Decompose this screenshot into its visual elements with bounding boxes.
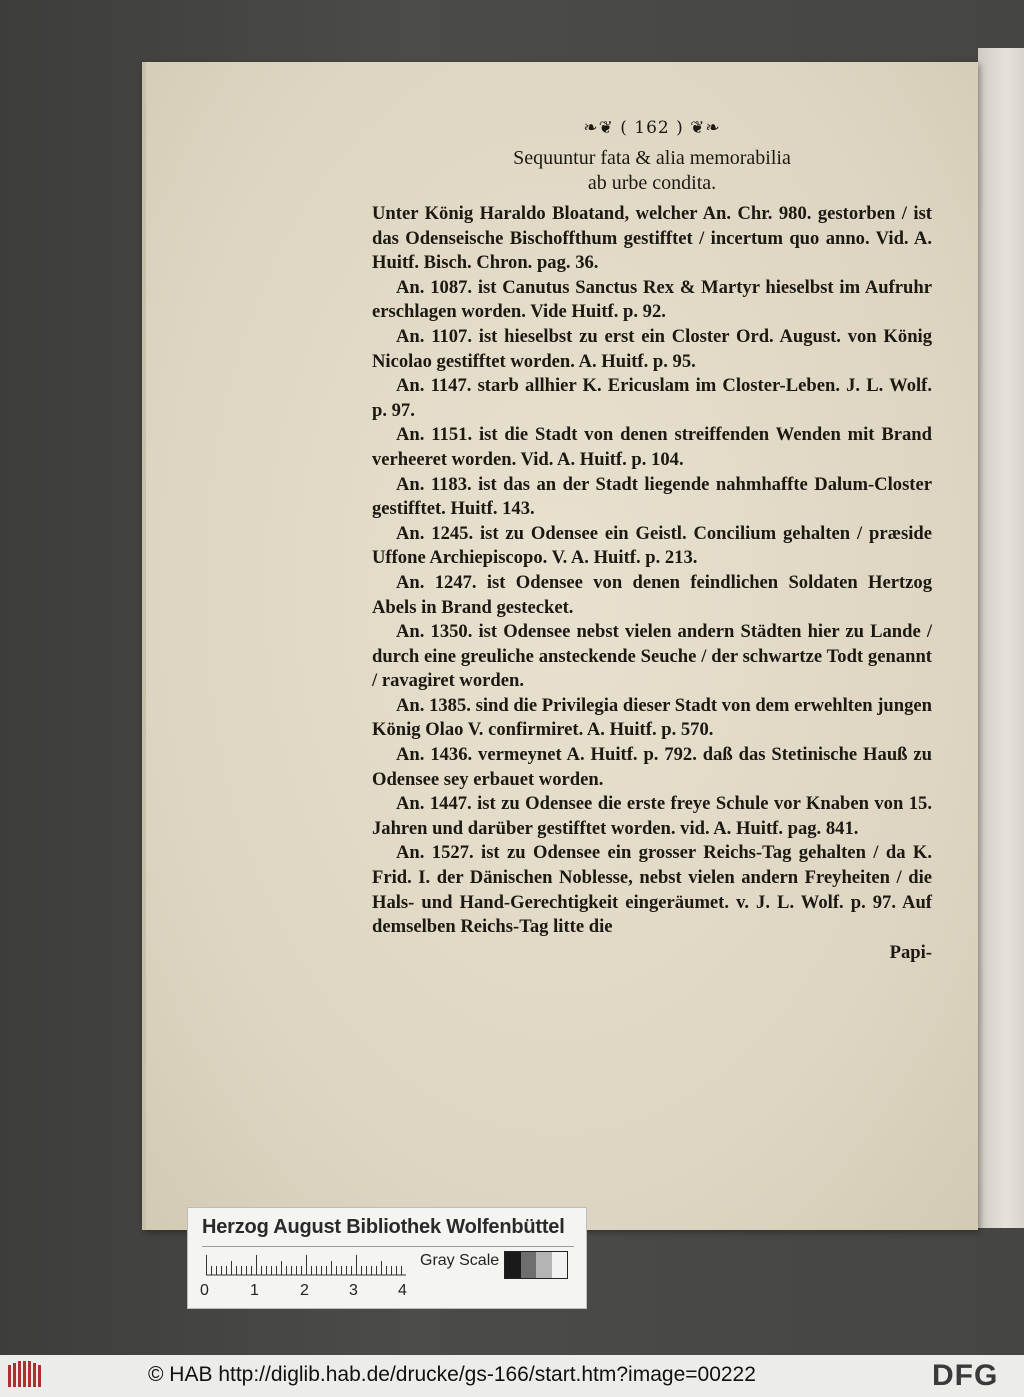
facing-page-edge [978, 48, 1024, 1228]
dfg-logo: DFG [932, 1359, 999, 1392]
title-line-2: ab urbe condita. [587, 172, 717, 194]
gray-swatch-1 [505, 1252, 521, 1278]
entry-1087: An. 1087. ist Canutus Sanctus Rex & Martyr hieselbst im Aufruhr erschlagen worden. Vide Huitf. p. 92. [372, 276, 932, 323]
entry-1247: An. 1247. ist Odensee von denen feindlichen Soldaten Hertzog Abels in Brand gestecket. [372, 571, 932, 618]
gray-swatch-4 [552, 1252, 568, 1278]
ruler-number-3: 3 [349, 1282, 358, 1299]
entry-1151: An. 1151. ist die Stadt von denen streiffenden Wenden mit Brand verheeret worden. Vid. A. Huitf. p. 104. [372, 424, 932, 470]
gray-swatch-3 [536, 1252, 552, 1278]
entry-1385: An. 1385. sind die Privilegia dieser Stadt von dem erwehlten jungen König Olao V. confirmiret. A. Huitf. p. 570. [372, 694, 932, 741]
entry-1350: An. 1350. ist Odensee nebst vielen andern Städten hier zu Lande / durch eine greuliche ansteckende Seuche / der schwartze Todt genannt / ravagiret worden. [372, 621, 932, 692]
catchword: Papi- [889, 941, 932, 963]
page-text [372, 118, 932, 964]
entry-1436: An. 1436. vermeynet A. Huitf. p. 792. daß das Stetinische Hauß zu Odensee sey erbauet worden. [372, 744, 932, 790]
ruler-numbers [200, 1282, 420, 1302]
ruler-number-0: 0 [200, 1282, 209, 1299]
ruler-number-2: 2 [300, 1282, 309, 1299]
entry-1527: An. 1527. ist zu Odensee ein grosser Reichs-Tag gehalten / da K. Frid. I. der Dänischen Noblesse, nebst vielen andern Freyheiten / die Hals- und Hand-Gerechtigkeit eingeräumet. v. J. L. Wolf. p. 97. Auf demselben Reichs-Tag litte die [372, 842, 932, 938]
section-title [372, 146, 932, 196]
entry-1447: An. 1447. ist zu Odensee die erste freye Schule vor Knaben von 15. Jahren und darüber gestifftet worden. vid. A. Huitf. pag. 841. [372, 793, 932, 839]
hab-logo-icon [6, 1359, 44, 1391]
page-number: ( 162 ) [620, 118, 684, 138]
footer-bar [0, 1355, 1024, 1397]
library-color-card [187, 1207, 587, 1309]
page-binding-edge [142, 62, 146, 1230]
card-divider [202, 1246, 574, 1247]
title-line-1: Sequuntur fata & alia memorabilia [513, 147, 791, 169]
entry-1183: An. 1183. ist das an der Stadt liegende nahmhaffte Dalum-Closter gestifftet. Huitf. 143. [372, 473, 932, 520]
ruler-number-4: 4 [398, 1282, 407, 1299]
page-header [372, 118, 932, 138]
entry-1245: An. 1245. ist zu Odensee ein Geistl. Concilium gehalten / præside Uffone Archiepiscopo. V. A. Huitf. p. 213. [372, 522, 932, 569]
gray-swatch-2 [521, 1252, 537, 1278]
ruler-icon [206, 1254, 406, 1276]
entry-1147: An. 1147. starb allhier K. Ericuslam im Closter-Leben. J. L. Wolf. p. 97. [372, 375, 932, 421]
gray-scale-swatches [504, 1251, 568, 1279]
ornament-left-icon: ❧❦ [583, 118, 621, 138]
ruler-number-1: 1 [250, 1282, 259, 1299]
copyright-url[interactable]: © HAB http://diglib.hab.de/drucke/gs-166/start.htm?image=00222 [148, 1363, 756, 1386]
entry-1107: An. 1107. ist hieselbst zu erst ein Closter Ord. August. von König Nicolao gestifftet worden. A. Huitf. p. 95. [372, 325, 932, 372]
ornament-right-icon: ❦❧ [683, 118, 721, 138]
entry-980: Unter König Haraldo Bloatand, welcher An. Chr. 980. gestorben / ist das Odenseische Bischoffthum gestifftet / incertum quo anno. Vid. A. Huitf. Bisch. Chron. pag. 36. [372, 203, 932, 274]
card-title: Herzog August Bibliothek Wolfenbüttel [202, 1216, 565, 1238]
gray-scale-label: Gray Scale [420, 1252, 500, 1269]
